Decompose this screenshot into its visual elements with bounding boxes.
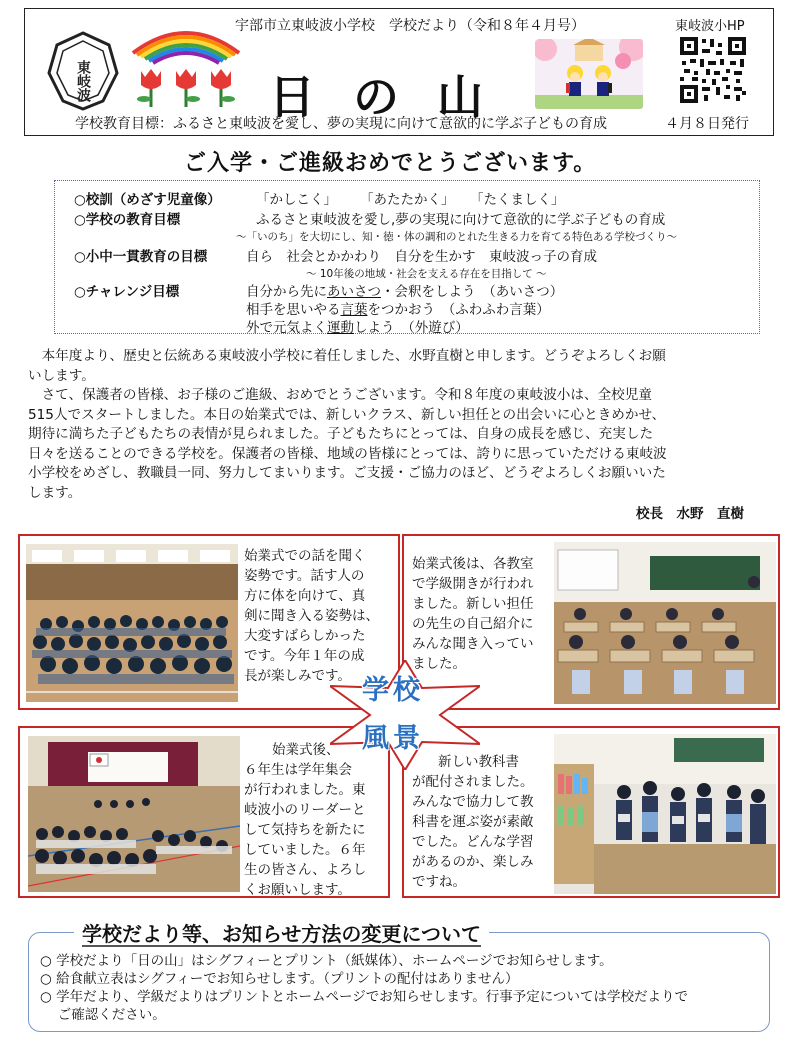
school-motto-value-2: 「あたたかく」	[360, 192, 455, 208]
school-motto-value-3: 「たくましく」	[470, 192, 565, 208]
newsletter-title: 日の山	[269, 70, 521, 124]
caption-line: ました。新しい担任	[412, 596, 534, 612]
textbooks-caption	[412, 752, 558, 892]
caption-line: 始業式後は、各教室	[412, 556, 534, 572]
caption-line: が配付されました。	[412, 774, 534, 790]
education-goal-note: ～「いのち」を大切にし、知・徳・体の調和のとれた生きる力を育てる特色ある学校づくり～	[236, 231, 677, 243]
school-emblem-icon	[47, 31, 119, 111]
caption-line: ました。	[412, 656, 466, 672]
notice-item: ○ 給食献立表はシグフィーでお知らせします。（プリントの配付はありません）	[40, 971, 519, 987]
message-line: 期待に満ちた子どもたちの表情が見られました。子どもたちにとっては、自身の成長を感じ、充実した	[28, 426, 654, 442]
caption-line: くお願いします。	[244, 882, 351, 898]
challenge-2-text: 相手を思いやる	[246, 302, 341, 318]
challenge-2-tail: をつかおう （ふわふわ言葉）	[367, 302, 550, 318]
challenge-goal-1	[246, 280, 563, 300]
message-line: 本年度より、歴史と伝統ある東岐波小学校に着任しました、水野直樹と申します。どうぞよろしくお願	[28, 348, 666, 364]
caption-line: 始業式後、	[272, 742, 340, 758]
newsletter-top-line: 宇部市立東岐波小学校 学校だより（令和８年４月号）	[235, 18, 585, 34]
principal-message	[28, 347, 774, 503]
challenge-1-text: 自分から先に	[246, 284, 327, 300]
opening-ceremony-photo	[26, 544, 238, 702]
notice-title: 学校だより等、お知らせ方法の変更について	[74, 918, 489, 947]
assembly-photo	[28, 736, 240, 892]
message-line: 日々を送ることのできる学校を。保護者の皆様、地域の皆様にとっては、誇りに思っていただける東岐波	[28, 445, 667, 462]
caption-line: 長が楽しみです。	[244, 668, 351, 684]
school-motto-value-1: 「かしこく」	[256, 192, 337, 208]
badge-text-line2: 風景	[362, 723, 424, 754]
school-motto-label: ○校訓（めざす児童像）	[74, 192, 221, 208]
caption-line: があるのか、楽しみ	[412, 854, 534, 870]
challenge-3-tail: しよう （外遊び）	[354, 320, 469, 336]
k9-goal-value: 自ら 社会とかかわり 自分を生かす 東岐波っ子の育成	[246, 249, 597, 265]
challenge-3-text: 外で元気よく	[246, 320, 327, 336]
caption-line: 大変すばらしかった	[244, 628, 366, 644]
caption-line: ６年生は学年集会	[244, 762, 352, 778]
caption-line: ですね。	[412, 874, 466, 890]
textbooks-photo	[554, 734, 776, 894]
caption-line: の先生の自己紹介に	[412, 616, 534, 632]
education-goal-line: 学校教育目標：ふるさと東岐波を愛し、夢の実現に向けて意欲的に学ぶ子どもの育成	[75, 116, 607, 132]
qr-code-icon[interactable]	[678, 35, 748, 105]
caption-line: みんなで協力して教	[412, 794, 534, 810]
badge-text-line1: 学校	[362, 675, 424, 706]
challenge-goal-3	[246, 316, 469, 336]
classroom-caption	[412, 554, 556, 674]
challenge-label: ○チャレンジ目標	[74, 284, 180, 300]
message-line: 小学校をめざし、教職員一同、努力してまいります。ご支援・ご協力のほど、どうぞよろしくお願いいた	[28, 465, 666, 481]
tulip-icon	[176, 69, 200, 107]
caption-line: 新しい教科書	[438, 754, 519, 770]
caption-line: 方に体を向けて、真	[244, 588, 366, 604]
message-line: いします。	[28, 367, 95, 384]
caption-line: 剣に聞き入る姿勢は、	[244, 608, 379, 624]
tulip-icon	[211, 69, 235, 107]
message-line: さて、保護者の皆様、お子様のご進級、おめでとうございます。令和８年度の東岐波小は、全校児童	[28, 387, 652, 403]
challenge-goal-2	[246, 298, 550, 318]
k9-goal-note: ～ 10年後の地域・社会を支える存在を目指して ～	[306, 268, 547, 280]
caption-line: でした。どんな学習	[412, 834, 534, 850]
notice-item: ○ 学年だより、学級だよりはプリントとホームページでお知らせします。行事予定については学校だよりで	[40, 989, 689, 1005]
caption-line: 始業式での話を聞く	[244, 548, 366, 564]
greeting-heading: ご入学・ご進級おめでとうございます。	[184, 151, 597, 176]
caption-line: が行われました。東	[244, 782, 366, 798]
message-line: 515人でスタートしました。本日の始業式では、新しいクラス、新しい担任との出会いに心ときめかせ、	[28, 406, 666, 423]
caption-line: して気持ちを新たに	[244, 822, 366, 838]
notice-item: ○ 学校だより「日の山」はシグフィーとプリント（紙媒体）、ホームページでお知らせします。	[40, 953, 613, 969]
caption-line: していました。６年	[244, 842, 366, 858]
challenge-1-tail: ・会釈をしよう （あいさつ）	[381, 284, 564, 300]
caption-line: で学級開きが行われ	[412, 576, 534, 592]
notice-item: ご確認ください。	[40, 1007, 166, 1023]
students-cherry-blossom-illustration	[535, 39, 643, 109]
message-line: します。	[28, 484, 82, 501]
rainbow-tulips-illustration	[127, 19, 245, 109]
k9-goal-label: ○小中一貫教育の目標	[74, 249, 208, 265]
caption-line: 生の皆さん、よろし	[244, 862, 367, 878]
caption-line: です。今年１年の成	[244, 648, 365, 664]
challenge-3-keyword: 運動	[327, 320, 354, 336]
caption-line: みんな聞き入ってい	[412, 636, 534, 652]
emblem-text: 東岐波	[75, 60, 91, 102]
education-goal-label: ○学校の教育目標	[74, 212, 181, 228]
caption-line: 姿勢です。話す人の	[244, 568, 365, 584]
education-goal-value: ふるさと東岐波を愛し,夢の実現に向けて意欲的に学ぶ子どもの育成	[256, 212, 666, 228]
newsletter-header	[24, 8, 774, 136]
caption-line: 科書を運ぶ姿が素敵	[412, 814, 534, 830]
homepage-label: 東岐波小HP	[675, 19, 745, 34]
challenge-2-keyword: 言葉	[340, 302, 368, 318]
principal-signature: 校長 水野 直樹	[636, 506, 744, 522]
classroom-photo	[554, 542, 776, 704]
challenge-1-keyword: あいさつ	[327, 284, 381, 300]
issue-date: ４月８日発行	[665, 116, 749, 132]
tulip-icon	[137, 69, 161, 107]
caption-line: 岐波小のリーダーと	[244, 802, 366, 818]
